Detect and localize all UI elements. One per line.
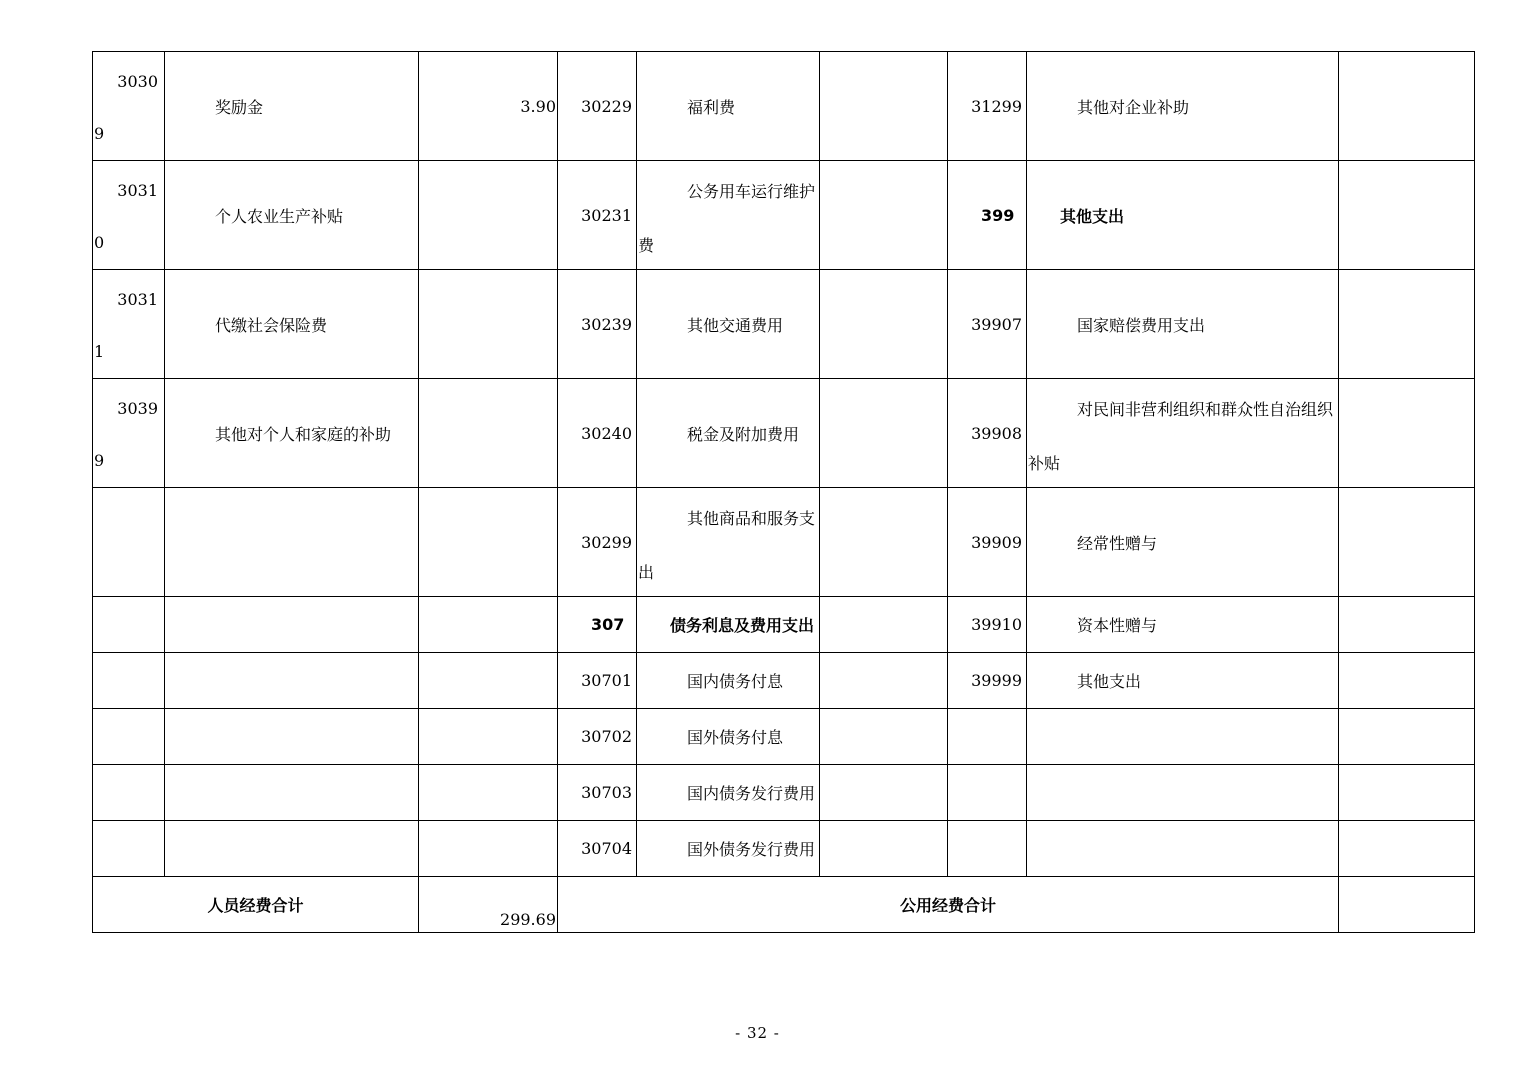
item-amount (1339, 161, 1475, 270)
econ-code-cell: 3031 1 (93, 270, 165, 379)
econ-code: 30299 (558, 488, 637, 597)
econ-code: 39999 (948, 653, 1027, 709)
personnel-total-amount: 299.69 (419, 877, 558, 933)
item-name (165, 488, 419, 597)
table-row (93, 709, 1475, 765)
item-amount (1339, 821, 1475, 877)
econ-code: 30240 (558, 379, 637, 488)
econ-code: 30701 (558, 653, 637, 709)
item-name: 国家赔偿费用支出 (1027, 270, 1339, 379)
item-name: 国内债务发行费用 (637, 765, 820, 821)
table-row (93, 653, 1475, 709)
econ-code: 39910 (948, 597, 1027, 653)
item-name: 福利费 (637, 52, 820, 161)
item-amount (1339, 653, 1475, 709)
econ-code: 39907 (948, 270, 1027, 379)
table-row (93, 821, 1475, 877)
econ-code-cell: 3030 9 (93, 52, 165, 161)
item-name (165, 821, 419, 877)
table-row (93, 379, 1475, 488)
econ-code-cell (93, 488, 165, 597)
item-amount (820, 597, 948, 653)
item-amount (1339, 709, 1475, 765)
item-amount (419, 597, 558, 653)
econ-code-cell (93, 597, 165, 653)
item-amount (820, 52, 948, 161)
item-name (1027, 765, 1339, 821)
item-amount (1339, 488, 1475, 597)
totals-row (93, 877, 1475, 933)
econ-code-cell: 3031 0 (93, 161, 165, 270)
item-name (165, 653, 419, 709)
item-name: 奖励金 (165, 52, 419, 161)
item-amount (419, 709, 558, 765)
econ-code-cell (93, 709, 165, 765)
table-row (93, 161, 1475, 270)
item-name: 其他支出 (1027, 653, 1339, 709)
item-name: 其他对个人和家庭的补助 (165, 379, 419, 488)
item-amount (419, 488, 558, 597)
item-name: 国外债务付息 (637, 709, 820, 765)
econ-code: 39908 (948, 379, 1027, 488)
econ-code: 30231 (558, 161, 637, 270)
econ-code-cell (93, 653, 165, 709)
econ-code: 30229 (558, 52, 637, 161)
item-amount (1339, 765, 1475, 821)
econ-code: 30702 (558, 709, 637, 765)
econ-code (948, 821, 1027, 877)
personnel-total-label: 人员经费合计 (93, 877, 419, 933)
item-amount (419, 821, 558, 877)
item-amount (1339, 52, 1475, 161)
item-amount (820, 709, 948, 765)
item-amount (820, 270, 948, 379)
table-row (93, 765, 1475, 821)
item-amount (419, 161, 558, 270)
item-amount (1339, 270, 1475, 379)
item-amount (820, 653, 948, 709)
item-amount (820, 161, 948, 270)
item-amount (419, 379, 558, 488)
item-name: 个人农业生产补贴 (165, 161, 419, 270)
econ-code: 30239 (558, 270, 637, 379)
item-amount (820, 765, 948, 821)
econ-code (948, 709, 1027, 765)
page-number: - 32 - (735, 1024, 780, 1042)
table-row (93, 52, 1475, 161)
public-total-amount (1339, 877, 1475, 933)
econ-code-cell (93, 821, 165, 877)
table-row (93, 488, 1475, 597)
econ-code-cell: 3039 9 (93, 379, 165, 488)
item-name: 其他支出 (1027, 161, 1339, 270)
item-amount (820, 379, 948, 488)
econ-code: 399 (948, 161, 1027, 270)
item-name: 代缴社会保险费 (165, 270, 419, 379)
item-amount (419, 270, 558, 379)
econ-code: 39909 (948, 488, 1027, 597)
item-name: 资本性赠与 (1027, 597, 1339, 653)
item-amount (820, 488, 948, 597)
item-name: 其他商品和服务支 出 (637, 488, 820, 597)
item-name (165, 597, 419, 653)
item-name: 税金及附加费用 (637, 379, 820, 488)
item-name: 其他交通费用 (637, 270, 820, 379)
table-row (93, 597, 1475, 653)
item-name: 经常性赠与 (1027, 488, 1339, 597)
econ-code: 307 (558, 597, 637, 653)
econ-code: 30703 (558, 765, 637, 821)
table-row (93, 270, 1475, 379)
item-name: 对民间非营利组织和群众性自治组织 补贴 (1027, 379, 1339, 488)
item-name (165, 765, 419, 821)
item-name: 债务利息及费用支出 (637, 597, 820, 653)
item-amount (419, 653, 558, 709)
item-amount (1339, 597, 1475, 653)
econ-code (948, 765, 1027, 821)
econ-code: 31299 (948, 52, 1027, 161)
item-amount (820, 821, 948, 877)
item-name: 其他对企业补助 (1027, 52, 1339, 161)
item-name: 国内债务付息 (637, 653, 820, 709)
item-amount (1339, 379, 1475, 488)
item-name (1027, 709, 1339, 765)
expenditure-table (92, 51, 1475, 933)
item-name: 国外债务发行费用 (637, 821, 820, 877)
item-name: 公务用车运行维护 费 (637, 161, 820, 270)
public-total-label: 公用经费合计 (558, 877, 1339, 933)
econ-code: 30704 (558, 821, 637, 877)
econ-code-cell (93, 765, 165, 821)
item-name (1027, 821, 1339, 877)
item-name (165, 709, 419, 765)
item-amount (419, 765, 558, 821)
item-amount: 3.90 (419, 52, 558, 161)
